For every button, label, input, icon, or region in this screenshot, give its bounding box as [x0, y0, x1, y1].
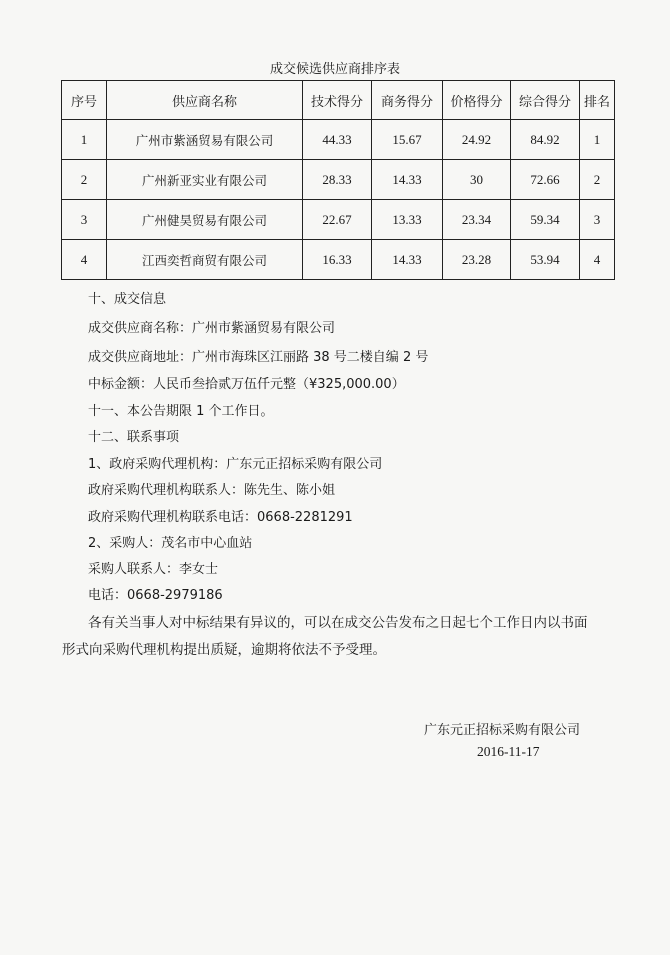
cell-business-score: 13.33: [372, 200, 443, 240]
purchaser-phone: 电话：0668-2979186: [88, 588, 223, 603]
cell-price-score: 24.92: [443, 120, 511, 160]
agency-name: 1、政府采购代理机构：广东元正招标采购有限公司: [88, 457, 383, 472]
cell-supplier: 广州新亚实业有限公司: [107, 160, 303, 200]
cell-supplier: 广州健昊贸易有限公司: [107, 200, 303, 240]
table-row: [62, 200, 615, 240]
cell-rank: 4: [580, 240, 615, 280]
signature-date: 2016-11-17: [477, 744, 540, 759]
header-cell: 综合得分: [511, 81, 580, 120]
objection-notice-line-1: 各有关当事人对中标结果有异议的，可以在成交公告发布之日起七个工作日内以书面: [88, 615, 588, 631]
cell-total-score: 59.34: [511, 200, 580, 240]
cell-tech-score: 16.33: [303, 240, 372, 280]
table-row: [62, 240, 615, 280]
cell-tech-score: 28.33: [303, 160, 372, 200]
cell-rank: 3: [580, 200, 615, 240]
header-cell: 供应商名称: [107, 81, 303, 120]
agency-phone: 政府采购代理机构联系电话：0668-2281291: [88, 510, 353, 525]
cell-total-score: 72.66: [511, 160, 580, 200]
purchaser-contact: 采购人联系人：李女士: [88, 562, 219, 577]
header-cell: 序号: [62, 81, 107, 120]
signature-org: 广东元正招标采购有限公司: [424, 723, 581, 738]
header-cell: 排名: [580, 81, 615, 120]
section-10-heading: 十、成交信息: [88, 292, 167, 307]
supplier-address: 成交供应商地址：广州市海珠区江丽路 38 号二楼自编 2 号: [88, 350, 429, 365]
cell-rank: 2: [580, 160, 615, 200]
ranking-table: [61, 80, 615, 280]
table-row: [62, 120, 615, 160]
table-row: [62, 160, 615, 200]
header-cell: 技术得分: [303, 81, 372, 120]
cell-business-score: 14.33: [372, 240, 443, 280]
bid-amount: 中标金额：人民币叁拾贰万伍仟元整（¥325,000.00）: [88, 377, 405, 392]
cell-total-score: 84.92: [511, 120, 580, 160]
cell-supplier: 江西奕哲商贸有限公司: [107, 240, 303, 280]
section-11: 十一、本公告期限 1 个工作日。: [88, 404, 274, 419]
cell-total-score: 53.94: [511, 240, 580, 280]
cell-index: 3: [62, 200, 107, 240]
header-cell: 价格得分: [443, 81, 511, 120]
cell-price-score: 23.28: [443, 240, 511, 280]
cell-business-score: 14.33: [372, 160, 443, 200]
cell-business-score: 15.67: [372, 120, 443, 160]
cell-tech-score: 44.33: [303, 120, 372, 160]
purchaser: 2、采购人：茂名市中心血站: [88, 536, 253, 551]
cell-supplier: 广州市紫涵贸易有限公司: [107, 120, 303, 160]
objection-notice-line-2: 形式向采购代理机构提出质疑，逾期将依法不予受理。: [62, 642, 386, 658]
section-12-heading: 十二、联系事项: [88, 430, 180, 445]
cell-rank: 1: [580, 120, 615, 160]
cell-index: 1: [62, 120, 107, 160]
table-header-row: [62, 81, 615, 120]
cell-price-score: 23.34: [443, 200, 511, 240]
cell-index: 2: [62, 160, 107, 200]
cell-price-score: 30: [443, 160, 511, 200]
supplier-name: 成交供应商名称：广州市紫涵贸易有限公司: [88, 321, 336, 336]
header-cell: 商务得分: [372, 81, 443, 120]
cell-index: 4: [62, 240, 107, 280]
table-title: 成交候选供应商排序表: [269, 62, 400, 77]
agency-contact: 政府采购代理机构联系人：陈先生、陈小姐: [88, 483, 336, 498]
cell-tech-score: 22.67: [303, 200, 372, 240]
